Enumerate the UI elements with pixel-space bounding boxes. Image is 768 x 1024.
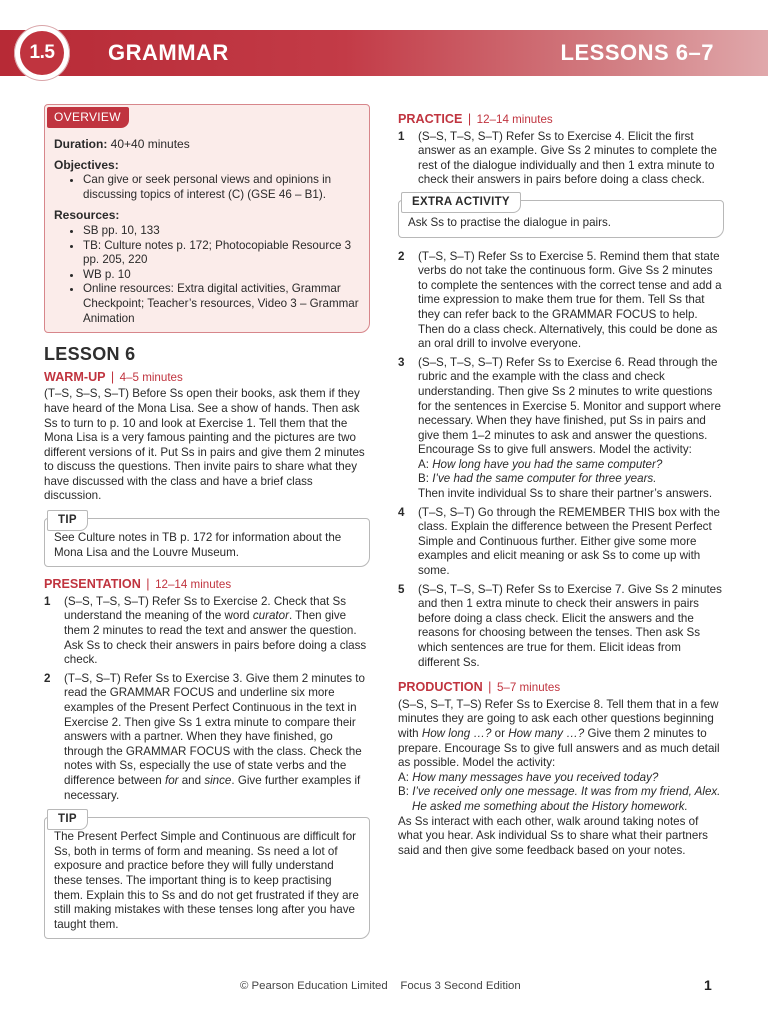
- practice-duration: 12–14 minutes: [476, 113, 553, 126]
- extra-activity-box: [398, 195, 724, 238]
- step-number: 3: [398, 355, 405, 369]
- warmup-duration: 4–5 minutes: [119, 370, 183, 384]
- warmup-heading: [44, 370, 370, 386]
- tip-text: See Culture notes in TB p. 172 for information about the Mona Lisa and the Louvre Museum.: [54, 531, 342, 559]
- resource-item: • Online resources: Extra digital activities, Grammar Checkpoint; Teacher’s resources, Video 3 – Grammar Animation: [83, 282, 359, 326]
- dialogue-speaker: B:: [398, 785, 413, 799]
- presentation-duration: 12–14 minutes: [155, 578, 232, 592]
- production-duration: 5–7 minutes: [496, 681, 561, 695]
- practice-step: [398, 506, 724, 579]
- production-text-italic: How long …?: [421, 726, 492, 740]
- resources-list: [54, 224, 359, 326]
- step-text-italic: curator: [252, 609, 289, 623]
- step-text: [418, 356, 724, 502]
- presentation-separator: |: [146, 577, 150, 592]
- overview-duration: [54, 137, 359, 152]
- dialogue-line: I’ve received only one message. It was from my friend, Alex.: [412, 785, 721, 799]
- extra-activity-label: EXTRA ACTIVITY: [401, 192, 521, 213]
- tip-label: TIP: [47, 510, 88, 531]
- step-number: 2: [44, 671, 51, 685]
- duration-value: 40+40 minutes: [110, 137, 190, 151]
- step-text-part: . Give further examples if necessary.: [64, 773, 361, 802]
- edition: Focus 3 Second Edition: [400, 980, 521, 992]
- resource-item: • TB: Culture notes p. 172; Photocopiable Resource 3 pp. 205, 220: [83, 239, 359, 268]
- lessons-label: LESSONS 6–7: [560, 40, 714, 65]
- presentation-title: PRESENTATION: [44, 577, 141, 592]
- practice-title: PRACTICE: [398, 112, 463, 126]
- step-text-italic: since: [204, 773, 232, 787]
- step-number: 1: [398, 129, 405, 143]
- overview-box: [44, 104, 370, 333]
- tip-text: The Present Perfect Simple and Continuous are difficult for Ss, both in terms of form and meaning. Ss need a lot of exposure and practice before they will fully understand these tenses. The important thing is to keep practising them. Explain this to Ss and do not get frustrated if they are still making mistakes with these tenses long after you have taught them.: [54, 830, 359, 931]
- step-number: 2: [398, 249, 405, 263]
- production-text-part: As Ss interact with each other, walk around taking notes of what you hear. Ask individual Ss to share what their partners said and then give some feedback based on your notes.: [398, 814, 708, 857]
- warmup-text: (T–S, S–S, S–T) Before Ss open their books, ask them if they have heard of the Mona Lisa. See a show of hands. Then ask Ss to turn to p. 10 and look at Exercise 1. Tell them that the Mona Lisa is a very famous painting and the pictures are two different versions of it. Put Ss in pairs and give them 2 minutes to discuss the questions. Then invite pairs to share what they have discussed with the class and have a brief class discussion.: [44, 387, 365, 503]
- step-text-part: (S–S, T–S, S–T) Refer Ss to Exercise 6. Read through the rubric and the example with the class and check understanding. Then give Ss 2 minutes to write questions for the sentences in Exercise 5. Monitor and support where necessary. When they have finished, put Ss in pairs and give them 1–2 minutes to ask and answer the questions. Encourage Ss to give full answers. Model the activity:: [418, 355, 721, 457]
- objectives-list: [54, 173, 359, 202]
- production-separator: |: [488, 680, 492, 695]
- dialogue-line: How long have you had the same computer?: [432, 457, 663, 471]
- presentation-step: [44, 595, 370, 668]
- resource-item: • WB p. 10: [83, 268, 359, 283]
- section-badge: [14, 25, 70, 81]
- right-column: [398, 112, 724, 858]
- step-text: (T–S, S–T) Go through the REMEMBER THIS box with the class. Explain the difference between the Present Perfect Simple and Continuous further. Either give some more examples and elicit meaning or ask Ss to come up with some.: [418, 505, 720, 578]
- warmup-title: WARM-UP: [44, 369, 106, 384]
- production-text-part: (S–S, S–T, T–S) Refer Ss to Exercise 8. Tell them that in a few minutes they are going to ask each other questions beginning with: [398, 697, 719, 740]
- section-badge-number: 1.5: [20, 31, 64, 75]
- dialogue-line: He asked me something about the History homework.: [412, 799, 688, 813]
- tip-label: TIP: [47, 809, 88, 830]
- objective-item: • Can give or seek personal views and opinions in discussing topics of interest (C) (GSE 46 – B1).: [83, 173, 359, 202]
- dialogue-line: How many messages have you received today?: [412, 770, 659, 784]
- practice-heading: [398, 112, 724, 128]
- step-number: 4: [398, 505, 405, 519]
- step-text-italic: for: [164, 773, 179, 787]
- step-text-part: (S–S, T–S, S–T) Refer Ss to Exercise 2. Check that Ss understand the meaning of the word: [64, 594, 347, 623]
- production-heading: [398, 680, 724, 696]
- dialogue-speaker: B:: [418, 472, 433, 486]
- extra-activity-text: Ask Ss to practise the dialogue in pairs.: [408, 215, 611, 229]
- footer-credit: [240, 980, 521, 992]
- duration-label: Duration:: [54, 137, 108, 151]
- page-title: GRAMMAR: [108, 40, 229, 65]
- practice-step: [398, 130, 724, 188]
- tip-box: [44, 514, 370, 567]
- dialogue-line: I’ve had the same computer for three years.: [432, 472, 657, 486]
- dialogue-speaker: A:: [418, 457, 433, 471]
- practice-step: [398, 250, 724, 352]
- page-number: 1: [704, 977, 712, 993]
- left-column: [44, 104, 370, 949]
- step-number: 5: [398, 582, 405, 596]
- dialogue-speaker: A:: [398, 770, 413, 784]
- step-text-part: Then invite individual Ss to share their partner’s answers.: [418, 487, 713, 501]
- step-text: (T–S, S–T) Refer Ss to Exercise 5. Remind them that state verbs do not take the continuous form. Give Ss 2 minutes to complete the sentences with the correct tense and add a time expression to make them true for them. Tell Ss that they can refer back to the GRAMMAR FOCUS to help. Then do a class check. Alternatively, this could be done as an oral drill to involve everyone.: [418, 249, 722, 351]
- presentation-heading: [44, 577, 370, 593]
- step-text: [64, 672, 370, 803]
- step-text-part: . Then give them 2 minutes to read the text and answer the question. Ask Ss to check their answers in pairs before doing a class check.: [64, 609, 367, 667]
- production-title: PRODUCTION: [398, 680, 483, 695]
- practice-step: [398, 583, 724, 671]
- step-text: [64, 595, 370, 668]
- presentation-step: [44, 672, 370, 803]
- production-text-part: Give them 2 minutes to prepare. Encourage Ss to give full answers and as much detail as possible. Model the activity:: [398, 726, 720, 770]
- lesson-heading: LESSON 6: [44, 344, 136, 365]
- practice-step: [398, 356, 724, 502]
- step-text: (S–S, T–S, S–T) Refer Ss to Exercise 7. Give Ss 2 minutes and then 1 extra minute to check their answers in pairs before doing a class check. Elicit the answers and the reasons for choosing between the tenses. Then ask Ss which sentences are true for them. Elicit ideas from different Ss.: [418, 582, 722, 669]
- practice-separator: |: [467, 112, 472, 126]
- copyright: © Pearson Education Limited: [240, 980, 388, 992]
- overview-tab: OVERVIEW: [47, 107, 129, 128]
- production-text: [398, 698, 724, 859]
- production-text-italic: How many …?: [508, 726, 585, 740]
- tip-box: [44, 813, 370, 939]
- step-text: (S–S, T–S, S–T) Refer Ss to Exercise 4. Elicit the first answer as an example. Give Ss 2 minutes to complete the rest of the dialogue individually and then 1 extra minute to check their answers in pairs before doing a class check.: [418, 129, 718, 187]
- step-text-part: (T–S, S–T) Refer Ss to Exercise 3. Give them 2 minutes to read the GRAMMAR FOCUS and underline six more examples of the Present Perfect Continuous in the text in Exercise 2. Then give Ss 1 extra minute to compare their answers with a partner. When they have finished, go through the GRAMMAR FOCUS with the class. Check the notes with Ss, especially the use of state verbs and the difference between: [64, 671, 365, 787]
- resources-label: Resources:: [54, 208, 120, 223]
- resource-item: • SB pp. 10, 133: [83, 224, 359, 239]
- warmup-separator: |: [110, 369, 115, 384]
- objectives-label: Objectives:: [54, 157, 119, 172]
- production-text-part: or: [491, 726, 509, 740]
- step-text-part: and: [178, 773, 205, 787]
- step-number: 1: [44, 594, 51, 608]
